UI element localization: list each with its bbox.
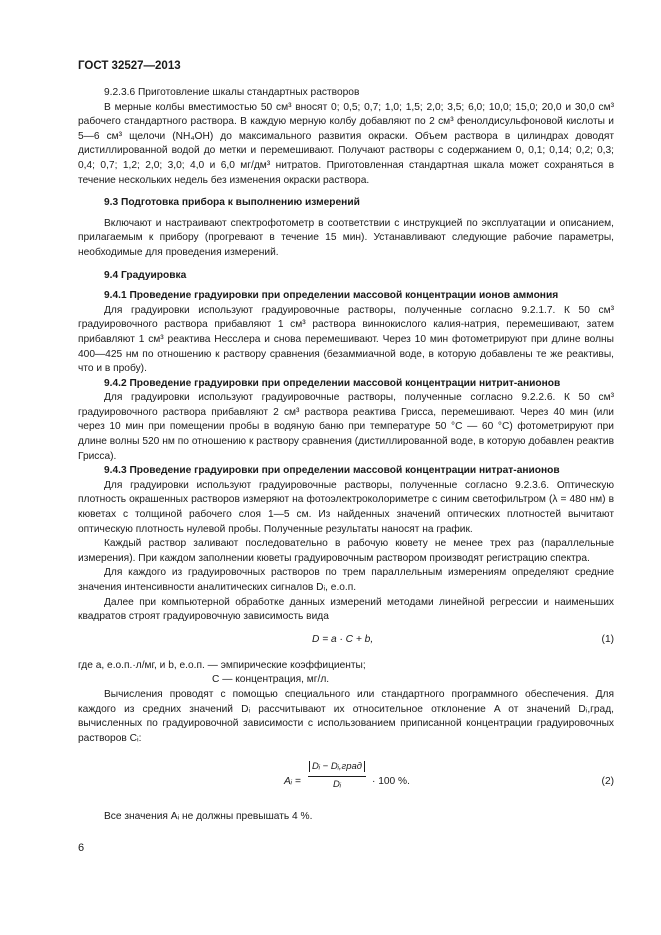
section-text-9-4-3-p4: Далее при компьютерной обработке данных измерений методами линейной регрессии и наименьших квадратов строят градуировочную зависимость вида [78, 596, 614, 623]
section-text-computation: Вычисления проводят с помощью специального или стандартного программного обеспечения. Для каждого из средних значений Dᵢ рассчитывают их относительное отклонение A от значений Dᵢ,град, вычисленных по градуировочной зависимости с использованием приписанной концентрации градуировочных растворов Cᵢ: [78, 688, 614, 744]
section-text-9-4-1: Для градуировки используют градуировочные растворы, полученные согласно 9.2.1.7. К 50 см³ градуировочного раствора прибавляют 1 см³ раствора виннокислого калия-натрия, перемешивают, затем прибавляют 1 см³ реактива Несслера и снова перемешивают. Через 10 мин фотометрируют при длине волны 400—425 нм по отношению к раствору сравнения (безаммиачной воде, в которую добавлены те же реактивы, что и в пробу). [78, 304, 614, 375]
document-body [78, 86, 614, 825]
section-title-9-4-2: 9.4.2 Проведение градуировки при определении массовой концентрации нитрит-анионов [104, 377, 561, 389]
section-title-9-4-1: 9.4.1 Проведение градуировки при определении массовой концентрации ионов аммония [104, 290, 559, 302]
formula-2-numerator: Dᵢ − Dᵢ,град [309, 761, 365, 772]
section-title-9-3: 9.3 Подготовка прибора к выполнению измерений [104, 197, 360, 209]
formula-1-where-line-2: C — концентрация, мг/л. [212, 674, 330, 686]
section-text-9-4-3-p2: Каждый раствор заливают последовательно в рабочую кювету не менее трех раз (параллельные измерения). При каждом заполнении кюветы градуировочным раствором производят регистрацию спектра. [78, 538, 614, 564]
formula-1-where-line-1: где a, е.о.п.·л/мг, и b, е.о.п. — эмпирические коэффициенты; [78, 659, 366, 671]
section-text-9-3: Включают и настраивают спектрофотометр в соответствии с инструкцией по эксплуатации и описанием, прилагаемым к прибору (прогревают в течение 15 мин). Устанавливают следующие рабочие параметры, необходимые для проведения измерений. [78, 217, 614, 258]
section-title-9-4: 9.4 Градуировка [104, 269, 187, 281]
section-text-9-4-3-p3: Для каждого из градуировочных растворов по трем параллельным измерениям определяют средние значения интенсивности аналитических сигналов Dᵢ, е.о.п. [78, 567, 614, 593]
formula-1-number: (1) [601, 633, 614, 645]
formula-2-denominator: Dᵢ [332, 778, 342, 790]
page-number: 6 [78, 842, 85, 854]
section-text-9-2-3-6: В мерные колбы вместимостью 50 см³ вносят 0; 0,5; 0,7; 1,0; 1,5; 2,0; 3,5; 6,0; 10,0; 15,0; 20,0 и 30,0 см³ рабочего стандартного раствора. В каждую мерную колбу добавляют по 2 см³ фенолдисульфоновой кислоты и 5—6 см³ щелочи (NH₄OH) до максимального развития окраски. Объем раствора в цилиндрах доводят дистиллированной водой до метки и перемешивают. Получают растворы с содержанием 0, 0,1; 0,14; 0,2; 0,3; 0,4; 0,7; 1,2; 2,0; 3,0; 4,0 и 6,0 мг/дм³ нитратов. Приготовленная стандартная шкала может сохраняться в течение нескольких недель без изменения окраски раствора. [78, 101, 614, 186]
formula-2-rhs: · 100 %. [372, 776, 410, 788]
formula-2-fraction [308, 760, 366, 792]
final-statement: Все значения Aᵢ не должны превышать 4 %. [104, 811, 313, 823]
section-text-9-4-3-p1: Для градуировки используют градуировочные растворы, полученные согласно 9.2.3.6. Оптическую плотность окрашенных растворов измеряют на фотоэлектроколориметре с синим светофильтром (λ = 480 нм) в кюветах с толщиной рабочего слоя 1—5 см. Из найденных значений оптических плотностей вычитают оптическую плотность нулевой пробы. Полученные результаты наносят на график. [78, 479, 614, 535]
formula-2-number: (2) [601, 776, 614, 788]
section-title-9-2-3-6: 9.2.3.6 Приготовление шкалы стандартных растворов [104, 87, 360, 98]
formula-2-lhs: Aᵢ = [284, 776, 301, 788]
formula-1-expression: D = a · C + b, [312, 633, 374, 645]
formula-2 [78, 752, 614, 810]
document-header: ГОСТ 32527—2013 [78, 60, 181, 72]
formula-1 [78, 625, 614, 655]
section-text-9-4-2: Для градуировки используют градуировочные растворы, полученные согласно 9.2.2.6. К 50 см³ градуировочного раствора прибавляют 2 см³ раствора реактива Грисса, перемешивают. Через 40 мин (или через 10 мин при помещении пробы в водяную баню при температуре 50 °С — 60 °С) фотометрируют при длине волны 520 нм по отношению к раствору сравнения (дистиллированной воде, в которую добавлен реактив Грисса). [78, 392, 614, 462]
section-title-9-4-3: 9.4.3 Проведение градуировки при определении массовой концентрации нитрат-анионов [104, 465, 560, 477]
